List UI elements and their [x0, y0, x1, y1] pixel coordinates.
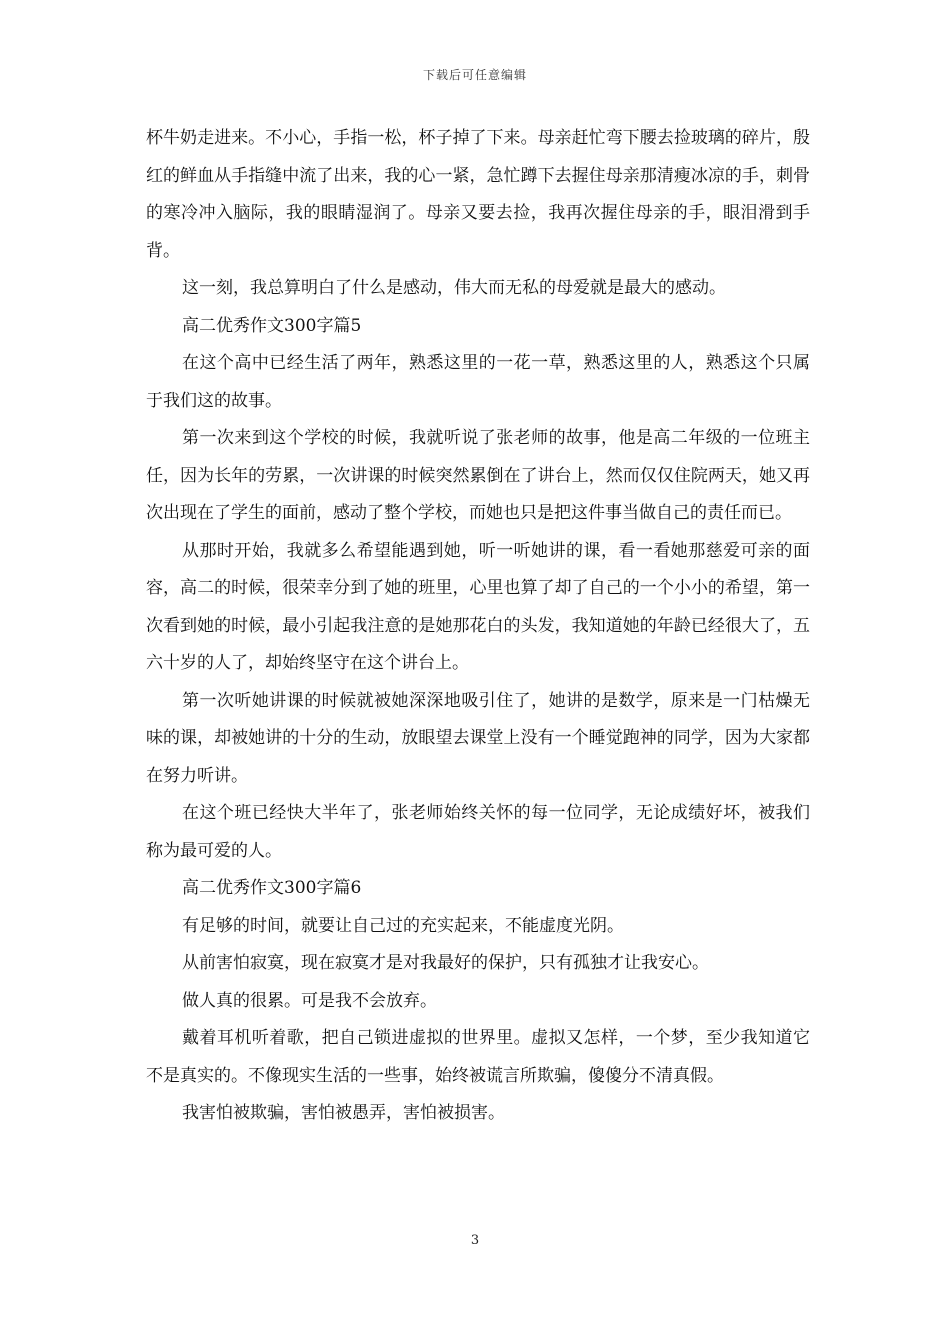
paragraph: 我害怕被欺骗，害怕被愚弄，害怕被损害。 — [182, 1103, 505, 1123]
paragraph: 从前害怕寂寞，现在寂寞才是对我最好的保护，只有孤独才让我安心。 — [182, 953, 709, 973]
paragraph: 第一次来到这个学校的时候，我就听说了张老师的故事，他是高二年级的一位班主任，因为长年的劳累，一次讲课的时候突然累倒在了讲台上，然而仅仅住院两天，她又再次出现在了学生的面前，感动了整个学校，而她也只是把这件事当做自己的责任而已。 — [146, 428, 810, 523]
paragraph: 有足够的时间，就要让自己过的充实起来，不能虚度光阴。 — [182, 915, 624, 936]
paragraph: 从那时开始，我就多么希望能遇到她，听一听她讲的课，看一看她那慈爱可亲的面容，高二的时候，很荣幸分到了她的班里，心里也算了却了自己的一个小小的希望，第一次看到她的时候，最小引起我注意的是她那花白的头发，我知道她的年龄已经很大了，五六十岁的人了，却始终坚守在这个讲台上。 — [146, 540, 810, 673]
section-heading: 高二优秀作文300字篇5 — [182, 315, 362, 336]
page-number: 3 — [470, 1233, 480, 1248]
paragraph: 在这个班已经快大半年了，张老师始终关怀的每一位同学，无论成绩好坏，被我们称为最可爱的人。 — [146, 803, 810, 861]
paragraph: 第一次听她讲课的时候就被她深深地吸引住了，她讲的是数学，原来是一门枯燥无味的课，却被她讲的十分的生动，放眼望去课堂上没有一个睡觉跑神的同学，因为大家都在努力听讲。 — [146, 690, 810, 786]
paragraph: 这一刻，我总算明白了什么是感动，伟大而无私的母爱就是最大的感动。 — [182, 278, 726, 298]
paragraph: 在这个高中已经生活了两年，熟悉这里的一花一草，熟悉这里的人，熟悉这个只属于我们这的故事。 — [146, 353, 810, 411]
paragraph: 做人真的很累。可是我不会放弃。 — [182, 990, 437, 1011]
document-body — [146, 120, 810, 1133]
paragraph: 戴着耳机听着歌，把自己锁进虚拟的世界里。虚拟又怎样，一个梦，至少我知道它不是真实的。不像现实生活的一些事，始终被谎言所欺骗，傻傻分不清真假。 — [146, 1028, 810, 1086]
section-heading: 高二优秀作文300字篇6 — [182, 878, 362, 898]
paragraph: 杯牛奶走进来。不小心，手指一松，杯子掉了下来。母亲赶忙弯下腰去捡玻璃的碎片，殷红的鲜血从手指缝中流了出来，我的心一紧，急忙蹲下去握住母亲那清瘦冰凉的手，刺骨的寒冷冲入脑际，我的眼睛湿润了。母亲又要去捡，我再次握住母亲的手，眼泪滑到手背。 — [146, 128, 810, 261]
page-header: 下载后可任意编辑 — [422, 68, 527, 82]
